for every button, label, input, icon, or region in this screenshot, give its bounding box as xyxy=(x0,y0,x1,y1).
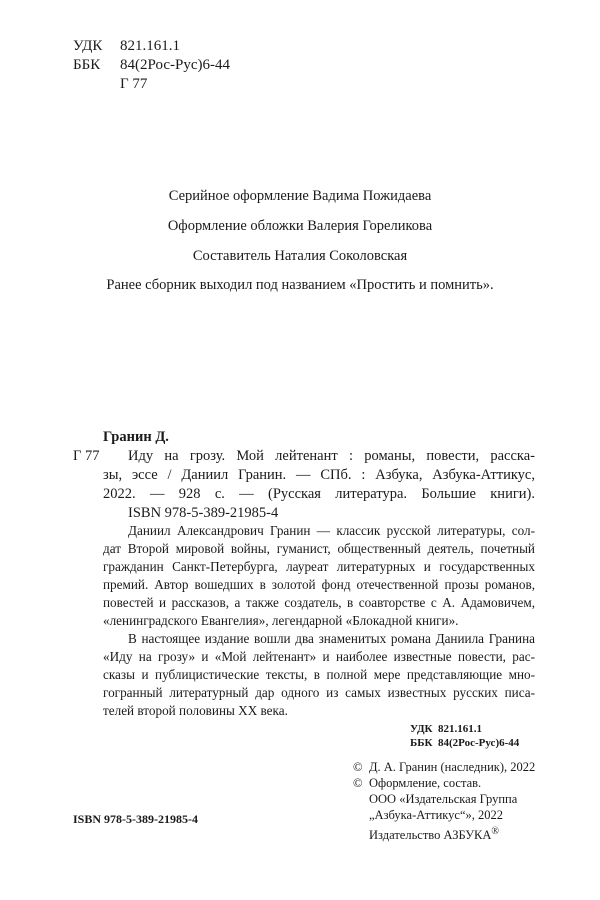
series-design-credit: Серийное оформление Вадима Пожидаева xyxy=(168,188,432,204)
copyright-symbol: © xyxy=(353,776,363,790)
annotation-2-line: сказы и публицистические тексты, в полной мере представляющие мно- xyxy=(103,667,535,682)
bbk-label: ББК xyxy=(73,57,101,73)
udk-line xyxy=(73,37,180,56)
previous-title-note: Ранее сборник выходил под названием «Простить и помнить». xyxy=(106,277,494,293)
registered-mark: ® xyxy=(491,826,500,837)
bbk-value: 84(2Рос-Рус)6-44 xyxy=(120,57,230,73)
annotation-2-line: «Иду на грозу» и «Мой лейтенант» и наиболее известные повести, рас- xyxy=(103,649,535,664)
udk-bottom: УДК 821.161.1 xyxy=(410,723,483,735)
copyright-line: ООО «Издательская Группа xyxy=(369,792,518,806)
publisher-name: Издательство АЗБУКА xyxy=(369,828,492,843)
bbk-bottom: ББК 84(2Рос-Рус)6-44 xyxy=(410,737,520,749)
card-title-line-3: 2022. — 928 с. — (Русская литература. Большие книги). xyxy=(103,486,535,502)
publisher-line xyxy=(369,824,499,844)
card-author-mark: Г 77 xyxy=(73,448,100,464)
annotation-1-line: премий. Автор вошедших в золотой фонд отечественной прозы романов, xyxy=(103,577,535,592)
copyright-line: Оформление, состав. xyxy=(369,776,482,790)
annotation-1-line: «ленинградского Евангелия», легендарной «Блокадной книги». xyxy=(103,613,459,628)
cover-design-credit: Оформление обложки Валерия Гореликова xyxy=(167,218,433,234)
annotation-1-line: Даниил Александрович Гранин — классик русской литературы, сол- xyxy=(128,523,535,538)
bbk-line xyxy=(73,56,230,75)
annotation-1-line: гражданин Санкт-Петербурга, лауреат литературных и государственных xyxy=(103,559,535,574)
card-isbn: ISBN 978-5-389-21985-4 xyxy=(128,505,279,521)
annotation-2-line: телей второй половины XX века. xyxy=(103,703,288,718)
isbn-bottom: ISBN 978-5-389-21985-4 xyxy=(73,812,198,826)
copyright-line: „Азбука-Аттикус“», 2022 xyxy=(369,808,504,822)
annotation-1-line: дат Второй мировой войны, гуманист, общественный деятель, почетный xyxy=(103,541,535,556)
card-author: Гранин Д. xyxy=(103,429,169,445)
udk-label: УДК xyxy=(73,38,103,54)
annotation-2-line: гогранный литературный дар одного из самых известных русских писа- xyxy=(103,685,535,700)
card-title-line-1: Иду на грозу. Мой лейтенант : романы, повести, расска- xyxy=(128,448,535,464)
annotation-2-line: В настоящее издание вошли два знаменитых романа Даниила Гранина xyxy=(128,631,535,646)
copyright-line: Д. А. Гранин (наследник), 2022 xyxy=(369,760,536,774)
copyright-symbol: © xyxy=(353,760,363,774)
card-title-line-2: зы, эссе / Даниил Гранин. — СПб. : Азбука, Азбука-Аттикус, xyxy=(103,467,535,483)
udk-value: 821.161.1 xyxy=(120,38,180,54)
author-mark-top: Г 77 xyxy=(120,76,148,92)
annotation-1-line: повестей и рассказов, а также создатель, в соавторстве с А. Адамовичем, xyxy=(103,595,535,610)
compiler-credit: Составитель Наталия Соколовская xyxy=(192,248,408,264)
